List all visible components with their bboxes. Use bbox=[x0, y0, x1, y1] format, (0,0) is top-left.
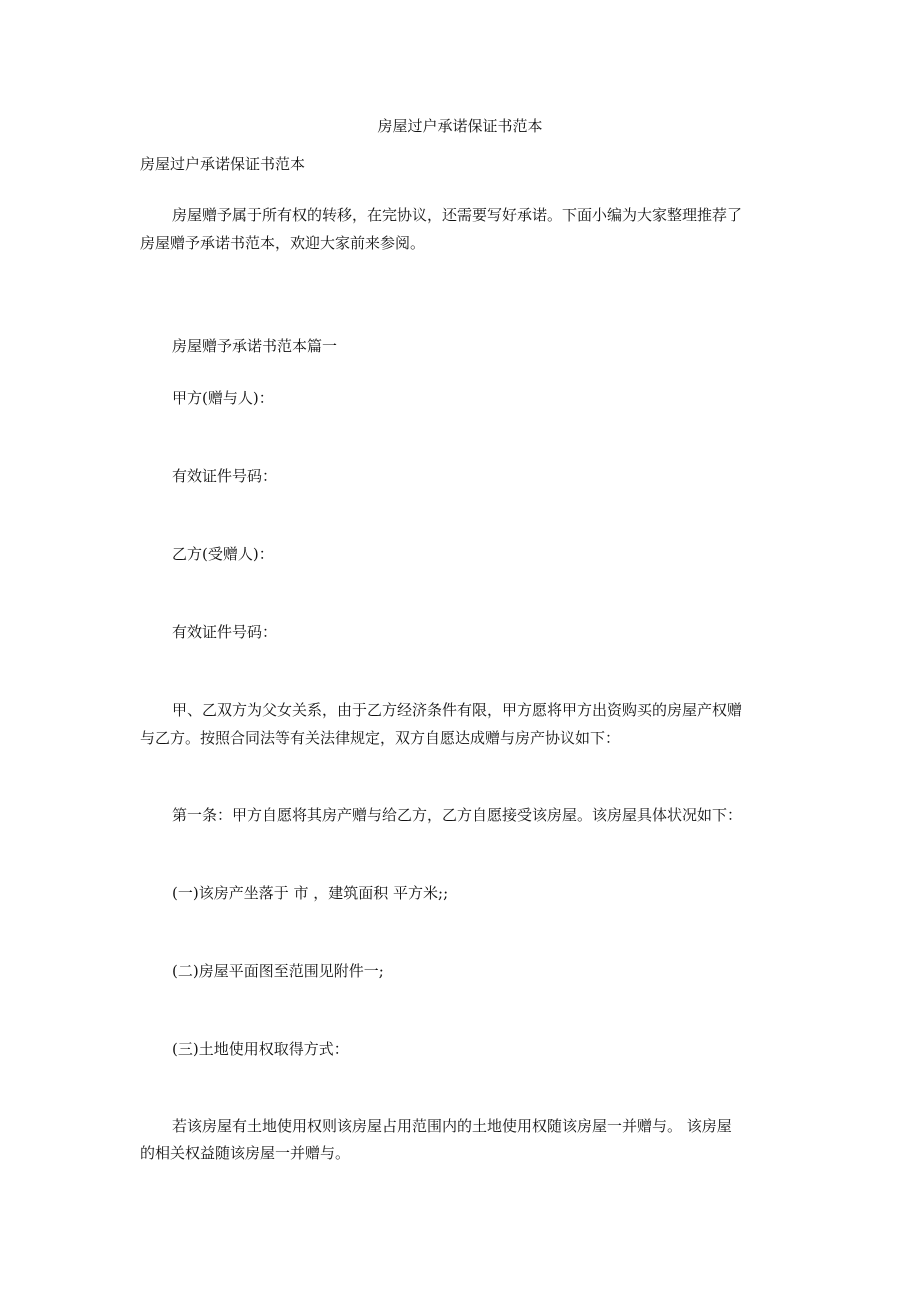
intro-paragraph-line-2: 房屋赠予承诺书范本，欢迎大家前来参阅。 bbox=[140, 234, 426, 252]
document-title: 房屋过户承诺保证书范本 bbox=[377, 117, 543, 135]
section-title: 房屋赠予承诺书范本篇一 bbox=[172, 337, 338, 355]
item-three: (三)土地使用权取得方式： bbox=[172, 1040, 349, 1058]
item-two: (二)房屋平面图至范围见附件一; bbox=[172, 962, 384, 980]
land-paragraph-line-2: 的相关权益随该房屋一并赠与。 bbox=[140, 1144, 351, 1162]
party-a-id-label: 有效证件号码： bbox=[172, 467, 278, 485]
document-subtitle: 房屋过户承诺保证书范本 bbox=[140, 155, 306, 173]
party-b-id-label: 有效证件号码： bbox=[172, 623, 278, 641]
article-one: 第一条：甲方自愿将其房产赠与给乙方，乙方自愿接受该房屋。该房屋具体状况如下： bbox=[172, 806, 743, 824]
party-b-label: 乙方(受赠人)： bbox=[172, 545, 274, 563]
relation-paragraph-line-2: 与乙方。按照合同法等有关法律规定，双方自愿达成赠与房产协议如下： bbox=[140, 729, 621, 747]
intro-paragraph-line-1: 房屋赠予属于所有权的转移，在完协议，还需要写好承诺。下面小编为大家整理推荐了 bbox=[172, 206, 743, 224]
item-one: (一)该房产坐落于 市 ，建筑面积 平方米;; bbox=[172, 884, 449, 902]
relation-paragraph-line-1: 甲、乙双方为父女关系，由于乙方经济条件有限，甲方愿将甲方出资购买的房屋产权赠 bbox=[172, 701, 743, 719]
land-paragraph-line-1: 若该房屋有土地使用权则该房屋占用范围内的土地使用权随该房屋一并赠与。 该房屋 bbox=[172, 1117, 732, 1135]
party-a-label: 甲方(赠与人)： bbox=[172, 389, 274, 407]
